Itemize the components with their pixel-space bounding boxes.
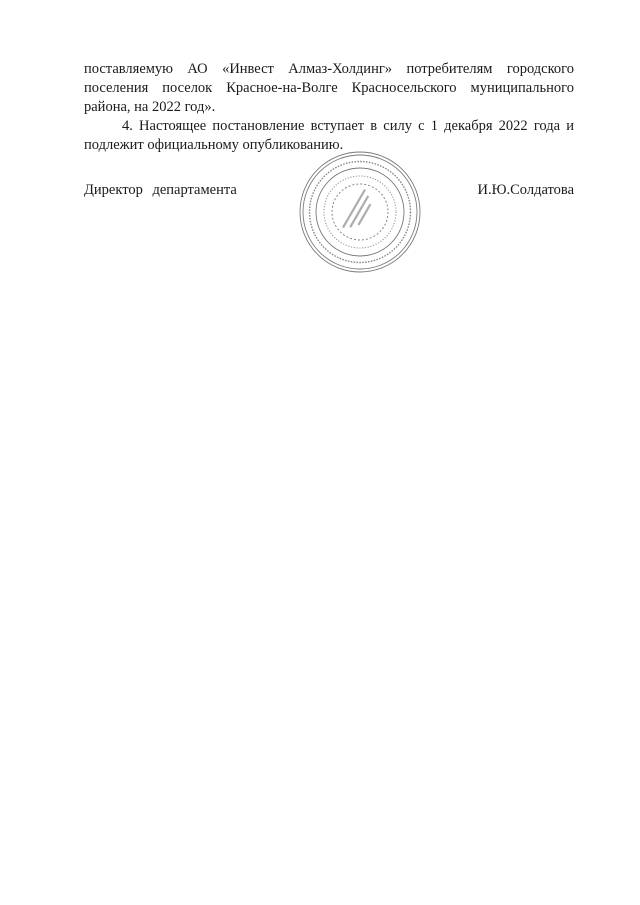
paragraph-continuation: поставляемую АО «Инвест Алмаз-Холдинг» потребителям городского поселения поселок Красное-на-Волге Красносельского муниципального района, на 2022 год».	[84, 61, 574, 115]
signatory-name: И.Ю.Солдатова	[477, 182, 574, 198]
official-seal-stamp	[298, 150, 422, 274]
signatory-title: Директор департамента	[84, 182, 237, 198]
seal-center-line-3	[357, 204, 371, 226]
document-body	[84, 60, 574, 155]
paragraph-item-4: 4. Настоящее постановление вступает в силу с 1 декабря 2022 года и подлежит официальному опубликованию.	[84, 118, 574, 153]
